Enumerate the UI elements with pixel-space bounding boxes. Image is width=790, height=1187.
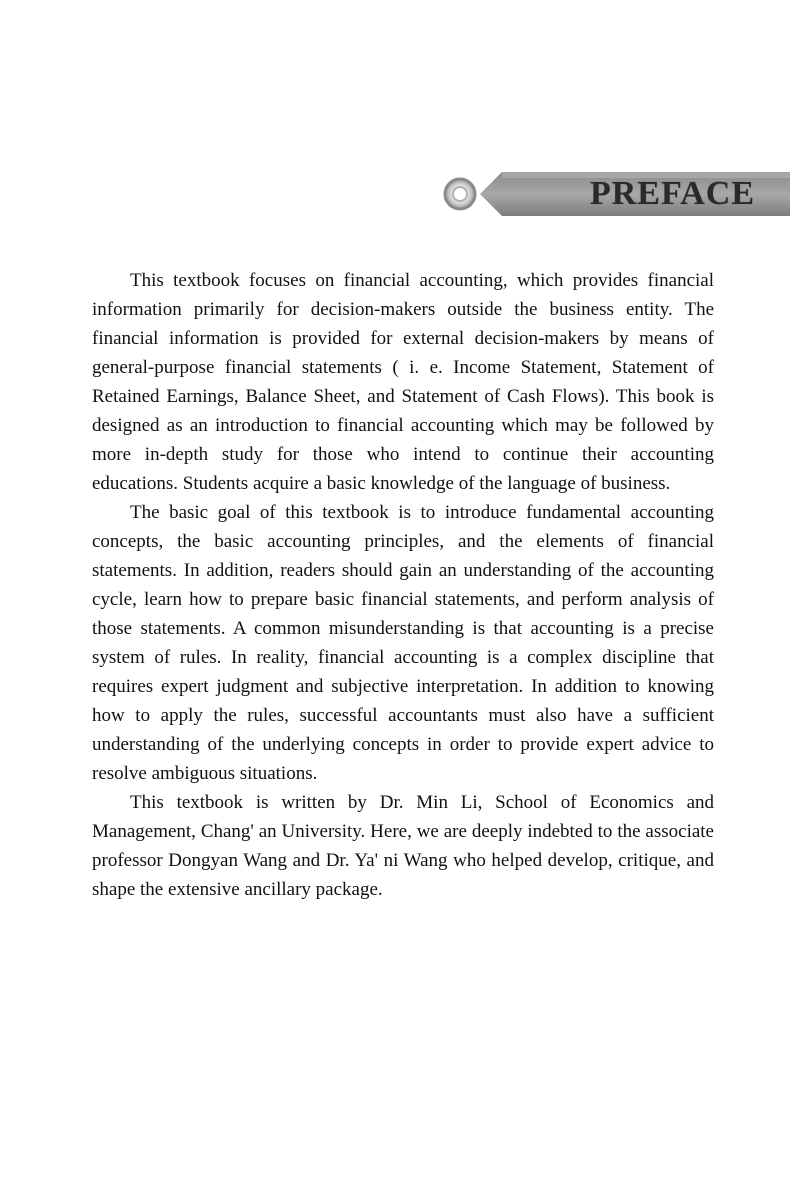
paragraph-2: The basic goal of this textbook is to introduce fundamental accounting concepts, the basic accounting principles, and the elements of financial statements. In addition, readers should gain an understanding of the accounting cycle, learn how to prepare basic financial statements, and perform analysis of those statements. A common misunderstanding is that accounting is a precise system of rules. In reality, financial accounting is a complex discipline that requires expert judgment and subjective interpretation. In addition to knowing how to apply the rules, successful accountants must also have a sufficient understanding of the underlying concepts in order to provide expert advice to resolve ambiguous situations. (92, 502, 714, 784)
preface-header-banner (440, 170, 790, 218)
paragraph-3: This textbook is written by Dr. Min Li, School of Economics and Management, Chang' an University. Here, we are deeply indebted to the associate professor Dongyan Wang and Dr. Ya' ni Wang who helped develop, critique, and shape the extensive ancillary package. (92, 792, 714, 900)
page-title: PREFACE (589, 175, 756, 212)
paragraph-1: This textbook focuses on financial accounting, which provides financial information primarily for decision-makers outside the business entity. The financial information is provided for external decision-makers by means of general-purpose financial statements ( i. e. Income Statement, Statement of Retained Earnings, Balance Sheet, and Statement of Cash Flows). This book is designed as an introduction to financial accounting which may be followed by more in-depth study for those who intend to continue their accounting educations. Students acquire a basic knowledge of the language of business. (92, 270, 714, 494)
preface-body (92, 266, 714, 904)
ring-icon (445, 179, 475, 209)
